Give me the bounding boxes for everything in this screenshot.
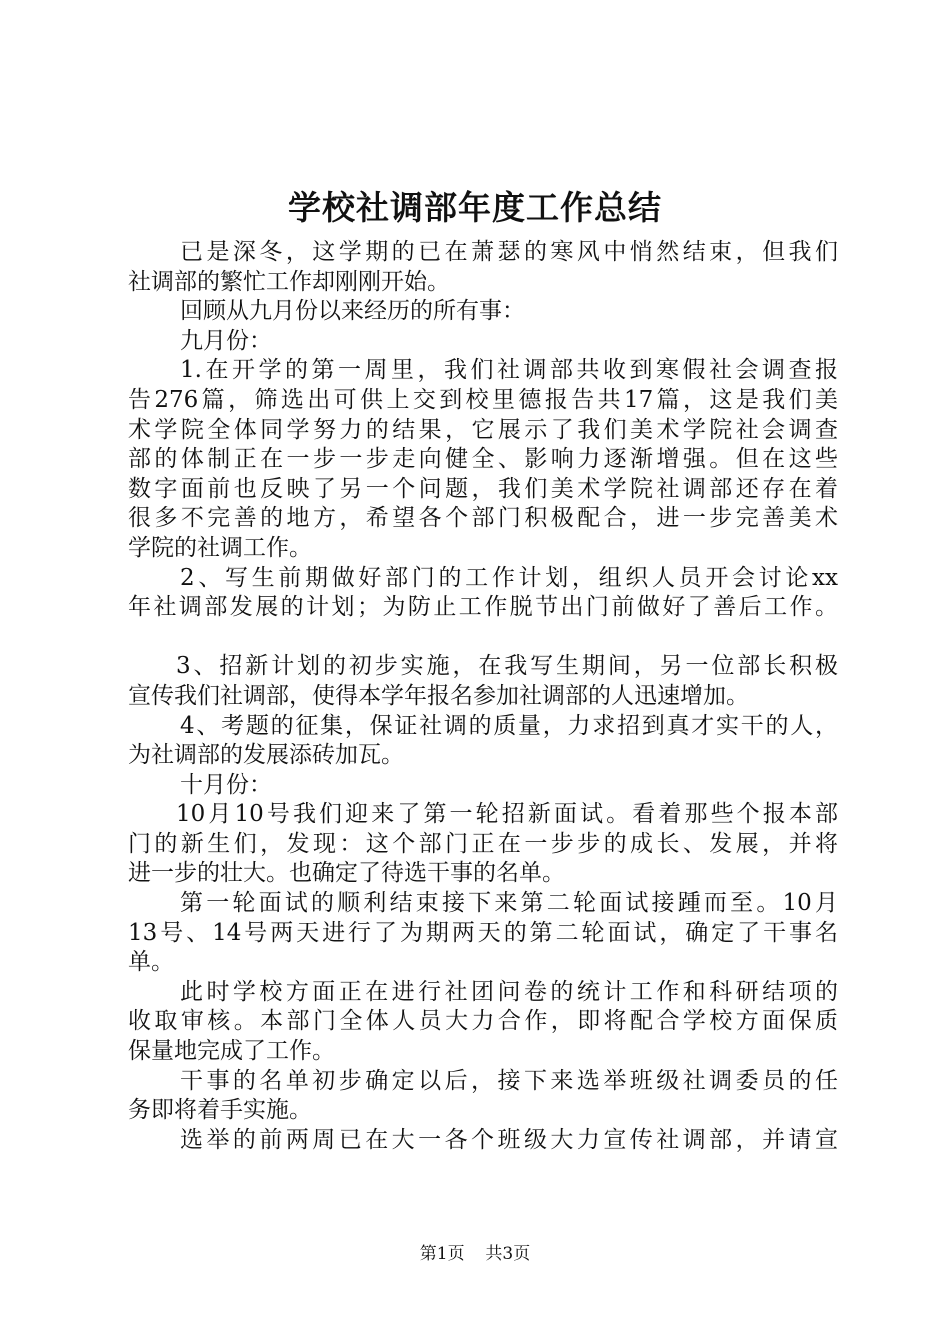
paragraph-line: 单。 — [128, 949, 174, 976]
paragraph-line: 保量地完成了工作。 — [128, 1038, 335, 1065]
paragraph-line: 年社调部发展的计划；为防止工作脱节出门前做好了善后工作。 — [128, 594, 838, 621]
page-number: 第1页 — [419, 1244, 465, 1264]
paragraph-line: 选举的前两周已在大一各个班级大力宣传社调部，并请宣 — [180, 1126, 838, 1153]
paragraph-line: 3、招新计划的初步实施，在我写生期间，另一位部长积极 — [176, 653, 838, 680]
paragraph-line: 1.在开学的第一周里，我们社调部共收到寒假社会调查报 — [180, 357, 838, 384]
paragraph-line: 务即将着手实施。 — [128, 1097, 312, 1124]
paragraph-line: 告276篇，筛选出可供上交到校里德报告共17篇，这是我们美 — [128, 386, 838, 413]
paragraph-line: 10月10号我们迎来了第一轮招新面试。看着那些个报本部 — [176, 801, 838, 828]
paragraph-line: 部的体制正在一步一步走向健全、影响力逐渐增强。但在这些 — [128, 446, 838, 473]
paragraph-line: 干事的名单初步确定以后，接下来选举班级社调委员的任 — [180, 1067, 838, 1094]
document-title: 学校社调部年度工作总结 — [288, 188, 662, 227]
document-body — [128, 238, 838, 1155]
paragraph-line: 回顾从九月份以来经历的所有事： — [180, 298, 525, 325]
paragraph-line: 很多不完善的地方，希望各个部门积极配合，进一步完善美术 — [128, 505, 838, 532]
paragraph-line: 门的新生们，发现：这个部门正在一步步的成长、发展，并将 — [128, 830, 838, 857]
paragraph-line: 宣传我们社调部，使得本学年报名参加社调部的人迅速增加。 — [128, 682, 749, 709]
paragraph-line: 社调部的繁忙工作却刚刚开始。 — [128, 268, 450, 295]
paragraph-line: 2、写生前期做好部门的工作计划，组织人员开会讨论xx — [180, 564, 838, 591]
page-total: 共3页 — [485, 1244, 531, 1264]
paragraph-line: 学院的社调工作。 — [128, 534, 312, 561]
page-footer — [0, 1243, 950, 1265]
paragraph-line: 为社调部的发展添砖加瓦。 — [128, 742, 404, 769]
paragraph-line: 收取审核。本部门全体人员大力合作，即将配合学校方面保质 — [128, 1008, 838, 1035]
paragraph-line: 进一步的壮大。也确定了待选干事的名单。 — [128, 860, 565, 887]
paragraph-line: 数字面前也反映了另一个问题，我们美术学院社调部还存在着 — [128, 475, 838, 502]
paragraph-line: 此时学校方面正在进行社团问卷的统计工作和科研结项的 — [180, 978, 838, 1005]
blank-line — [128, 623, 838, 653]
paragraph-line: 13号、14号两天进行了为期两天的第二轮面试，确定了干事名 — [128, 919, 838, 946]
paragraph-line: 已是深冬，这学期的已在萧瑟的寒风中悄然结束，但我们 — [180, 239, 838, 265]
paragraph-line: 九月份： — [180, 327, 272, 354]
paragraph-line: 4、考题的征集，保证社调的质量，力求招到真才实干的人， — [180, 712, 838, 739]
paragraph-line: 术学院全体同学努力的结果，它展示了我们美术学院社会调查 — [128, 416, 838, 443]
paragraph-line: 第一轮面试的顺利结束接下来第二轮面试接踵而至。10月 — [180, 890, 838, 917]
paragraph-line: 十月份： — [180, 771, 272, 798]
